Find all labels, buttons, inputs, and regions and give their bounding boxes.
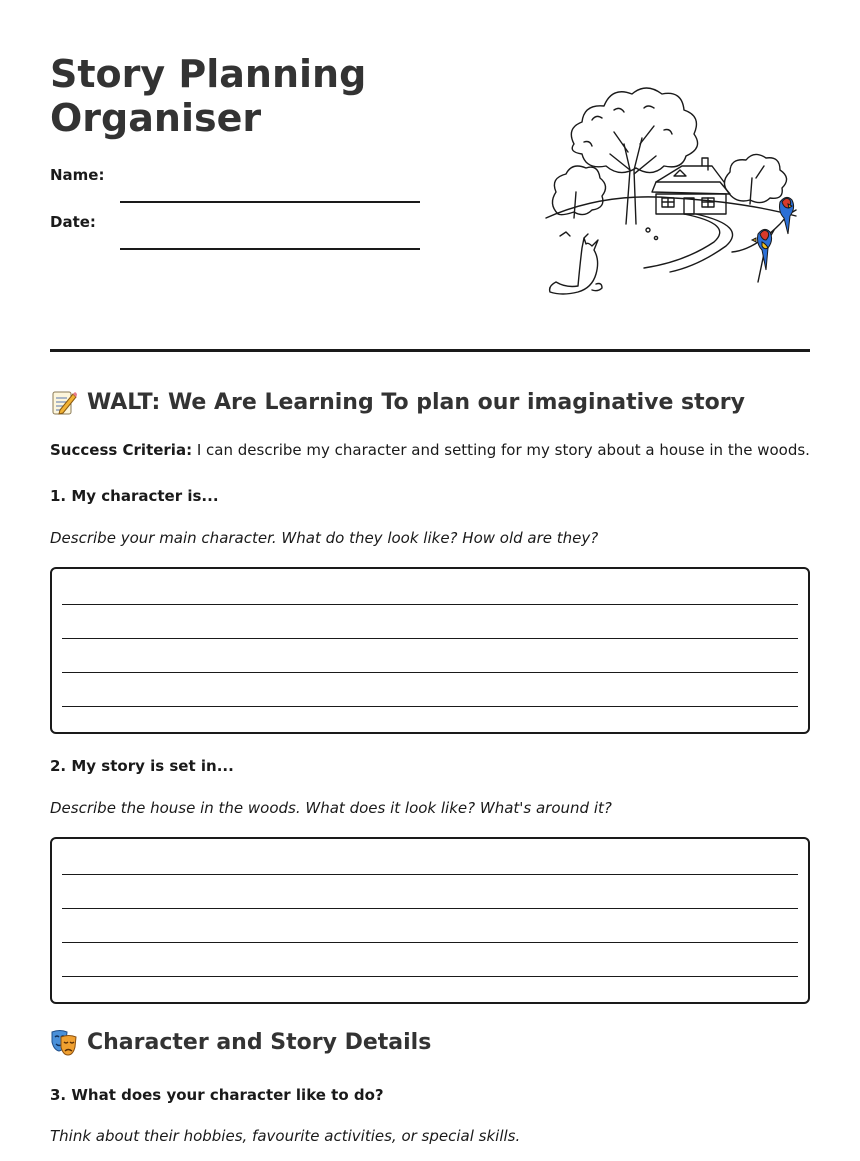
success-criteria-text: I can describe my character and setting for my story about a house in the woods. (192, 441, 810, 459)
question-2-prompt: Describe the house in the woods. What does it look like? What's around it? (50, 799, 612, 817)
house-in-woods-illustration (544, 74, 800, 296)
answer-line (62, 942, 798, 943)
question-3-prompt: Think about their hobbies, favourite activities, or special skills. (50, 1127, 521, 1145)
name-field-row (50, 166, 420, 196)
question-1-answer-box[interactable] (50, 567, 810, 734)
success-criteria-label: Success Criteria: (50, 441, 193, 459)
walt-heading-text: WALT: We Are Learning To plan our imaginative story (87, 389, 745, 415)
answer-line (62, 706, 798, 707)
answer-line (62, 908, 798, 909)
memo-icon (50, 388, 78, 416)
details-heading (50, 1028, 431, 1056)
details-heading-text: Character and Story Details (87, 1029, 432, 1055)
date-input[interactable] (120, 226, 420, 250)
walt-heading (50, 388, 745, 416)
header-divider (50, 349, 810, 352)
question-2-label: 2. My story is set in... (50, 757, 234, 775)
question-1-prompt: Describe your main character. What do they look like? How old are they? (50, 529, 599, 547)
worksheet-page (50, 0, 810, 1145)
question-3-label: 3. What does your character like to do? (50, 1086, 384, 1104)
answer-line (62, 874, 798, 875)
name-input[interactable] (120, 179, 420, 203)
question-2-answer-box[interactable] (50, 837, 810, 1004)
date-label: Date: (50, 213, 96, 231)
name-label: Name: (50, 166, 105, 184)
answer-line (62, 604, 798, 605)
answer-line (62, 638, 798, 639)
worksheet-header (50, 0, 810, 352)
answer-line (62, 672, 798, 673)
page-title: Story Planning Organiser (50, 52, 367, 140)
theater-masks-icon (50, 1028, 78, 1056)
date-field-row (50, 213, 420, 243)
question-1-label: 1. My character is... (50, 487, 219, 505)
success-criteria (50, 441, 810, 459)
answer-line (62, 976, 798, 977)
